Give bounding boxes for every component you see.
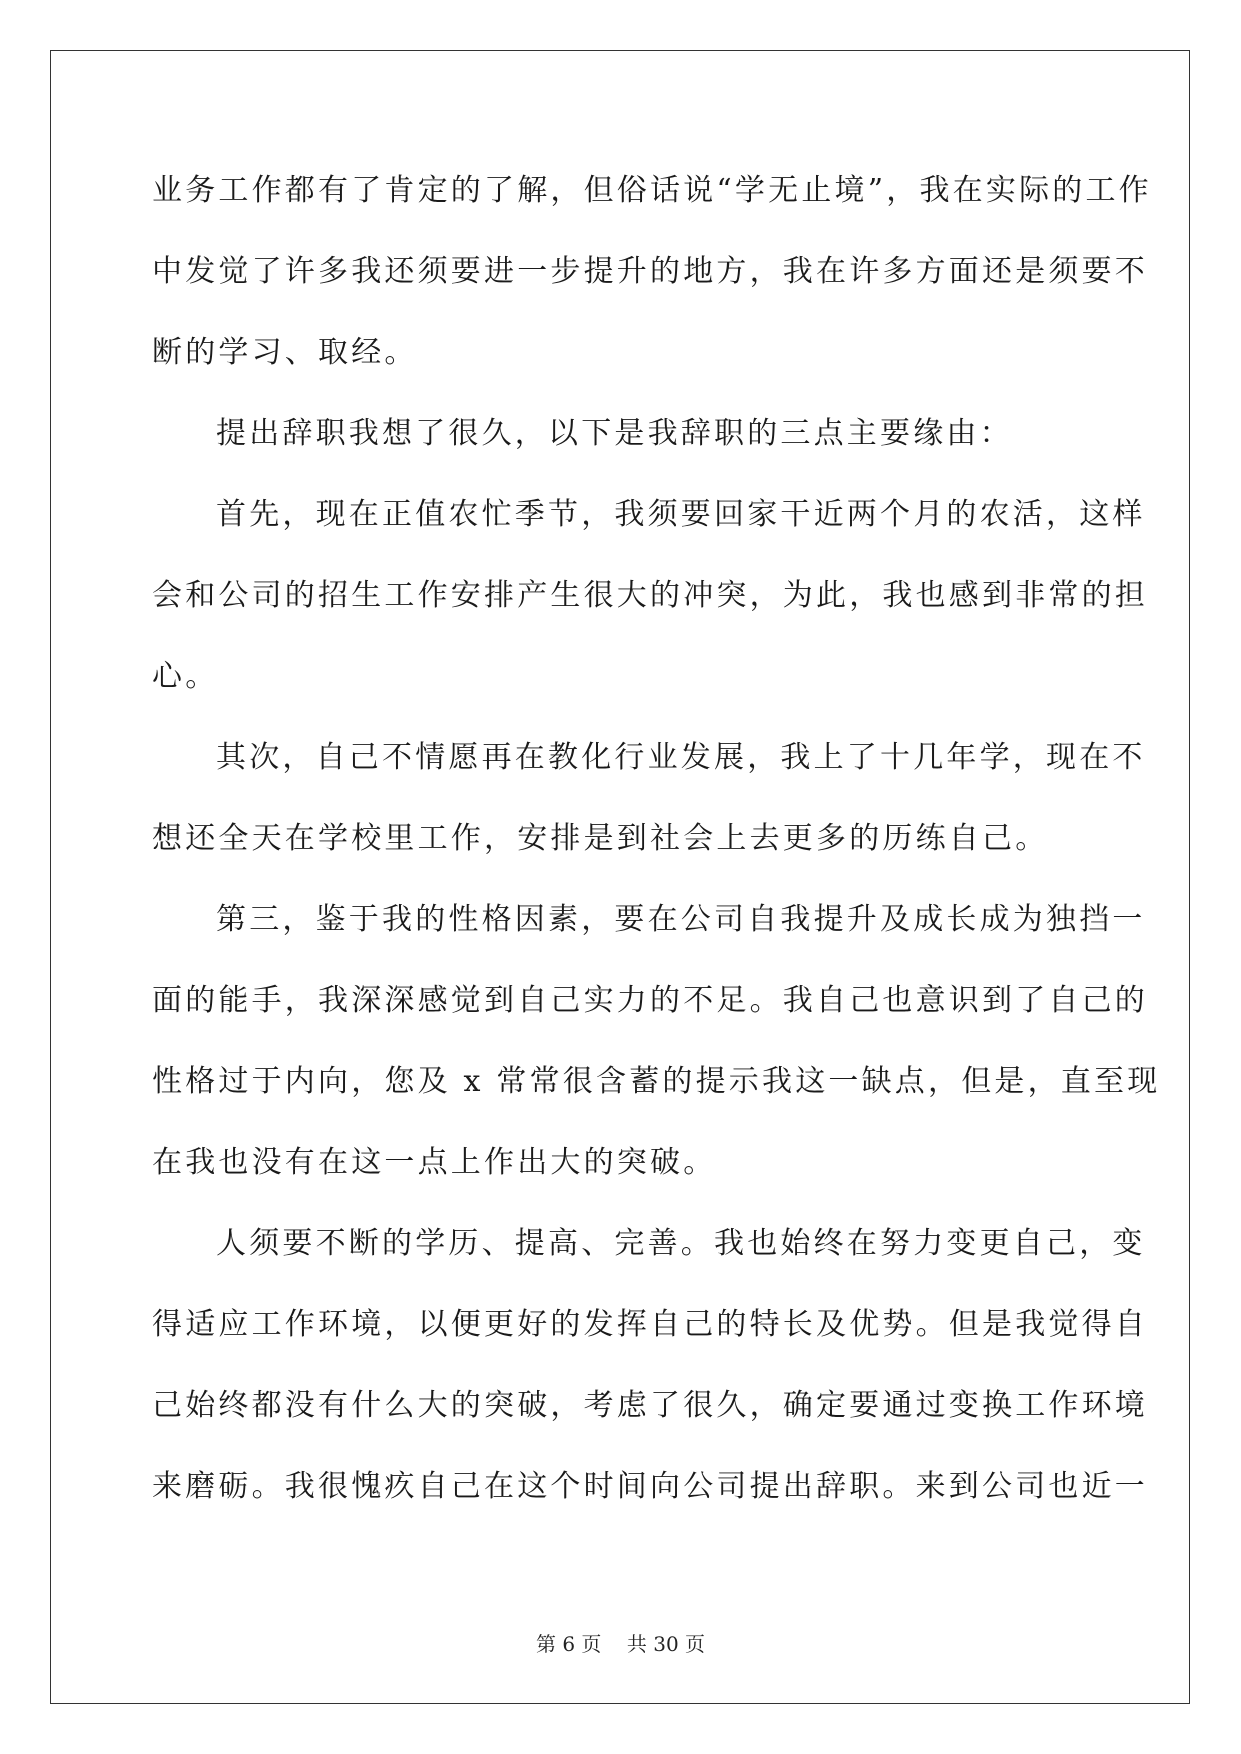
text-line: 己始终都没有什么大的突破，考虑了很久，确定要通过变换工作环境 <box>152 1388 1148 1423</box>
text-line: 会和公司的招生工作安排产生很大的冲突，为此，我也感到非常的担 <box>152 578 1148 613</box>
text-line: 断的学习、取经。 <box>152 335 418 370</box>
text-line: 得适应工作环境，以便更好的发挥自己的特长及优势。但是我觉得自 <box>152 1307 1148 1342</box>
text-line: 在我也没有在这一点上作出大的突破。 <box>152 1145 717 1180</box>
page-total: 共 30 页 <box>626 1632 706 1656</box>
text-line: 性格过于内向，您及 x 常常很含蓄的提示我这一缺点，但是，直至现 <box>152 1064 1161 1099</box>
text-line: 其次，自己不情愿再在教化行业发展，我上了十几年学，现在不 <box>216 740 1146 775</box>
text-line: 业务工作都有了肯定的了解，但俗话说“学无止境”，我在实际的工作 <box>152 173 1152 208</box>
text-line: 首先，现在正值农忙季节，我须要回家干近两个月的农活，这样 <box>216 497 1146 532</box>
text-line: 人须要不断的学历、提高、完善。我也始终在努力变更自己，变 <box>216 1226 1146 1261</box>
text-line: 想还全天在学校里工作，安排是到社会上去更多的历练自己。 <box>152 821 1049 856</box>
text-line: 提出辞职我想了很久，以下是我辞职的三点主要缘由： <box>216 416 1013 451</box>
text-line: 中发觉了许多我还须要进一步提升的地方，我在许多方面还是须要不 <box>152 254 1148 289</box>
text-line: 第三，鉴于我的性格因素，要在公司自我提升及成长成为独挡一 <box>216 902 1146 937</box>
text-line: 来磨砺。我很愧疚自己在这个时间向公司提出辞职。来到公司也近一 <box>152 1469 1148 1504</box>
document-body <box>152 150 1161 1527</box>
text-line: 心。 <box>152 659 219 694</box>
text-line: 面的能手，我深深感觉到自己实力的不足。我自己也意识到了自己的 <box>152 983 1148 1018</box>
page-number: 第 6 页 <box>535 1632 602 1656</box>
text-block <box>152 150 1161 1527</box>
page-footer <box>0 1628 1241 1657</box>
